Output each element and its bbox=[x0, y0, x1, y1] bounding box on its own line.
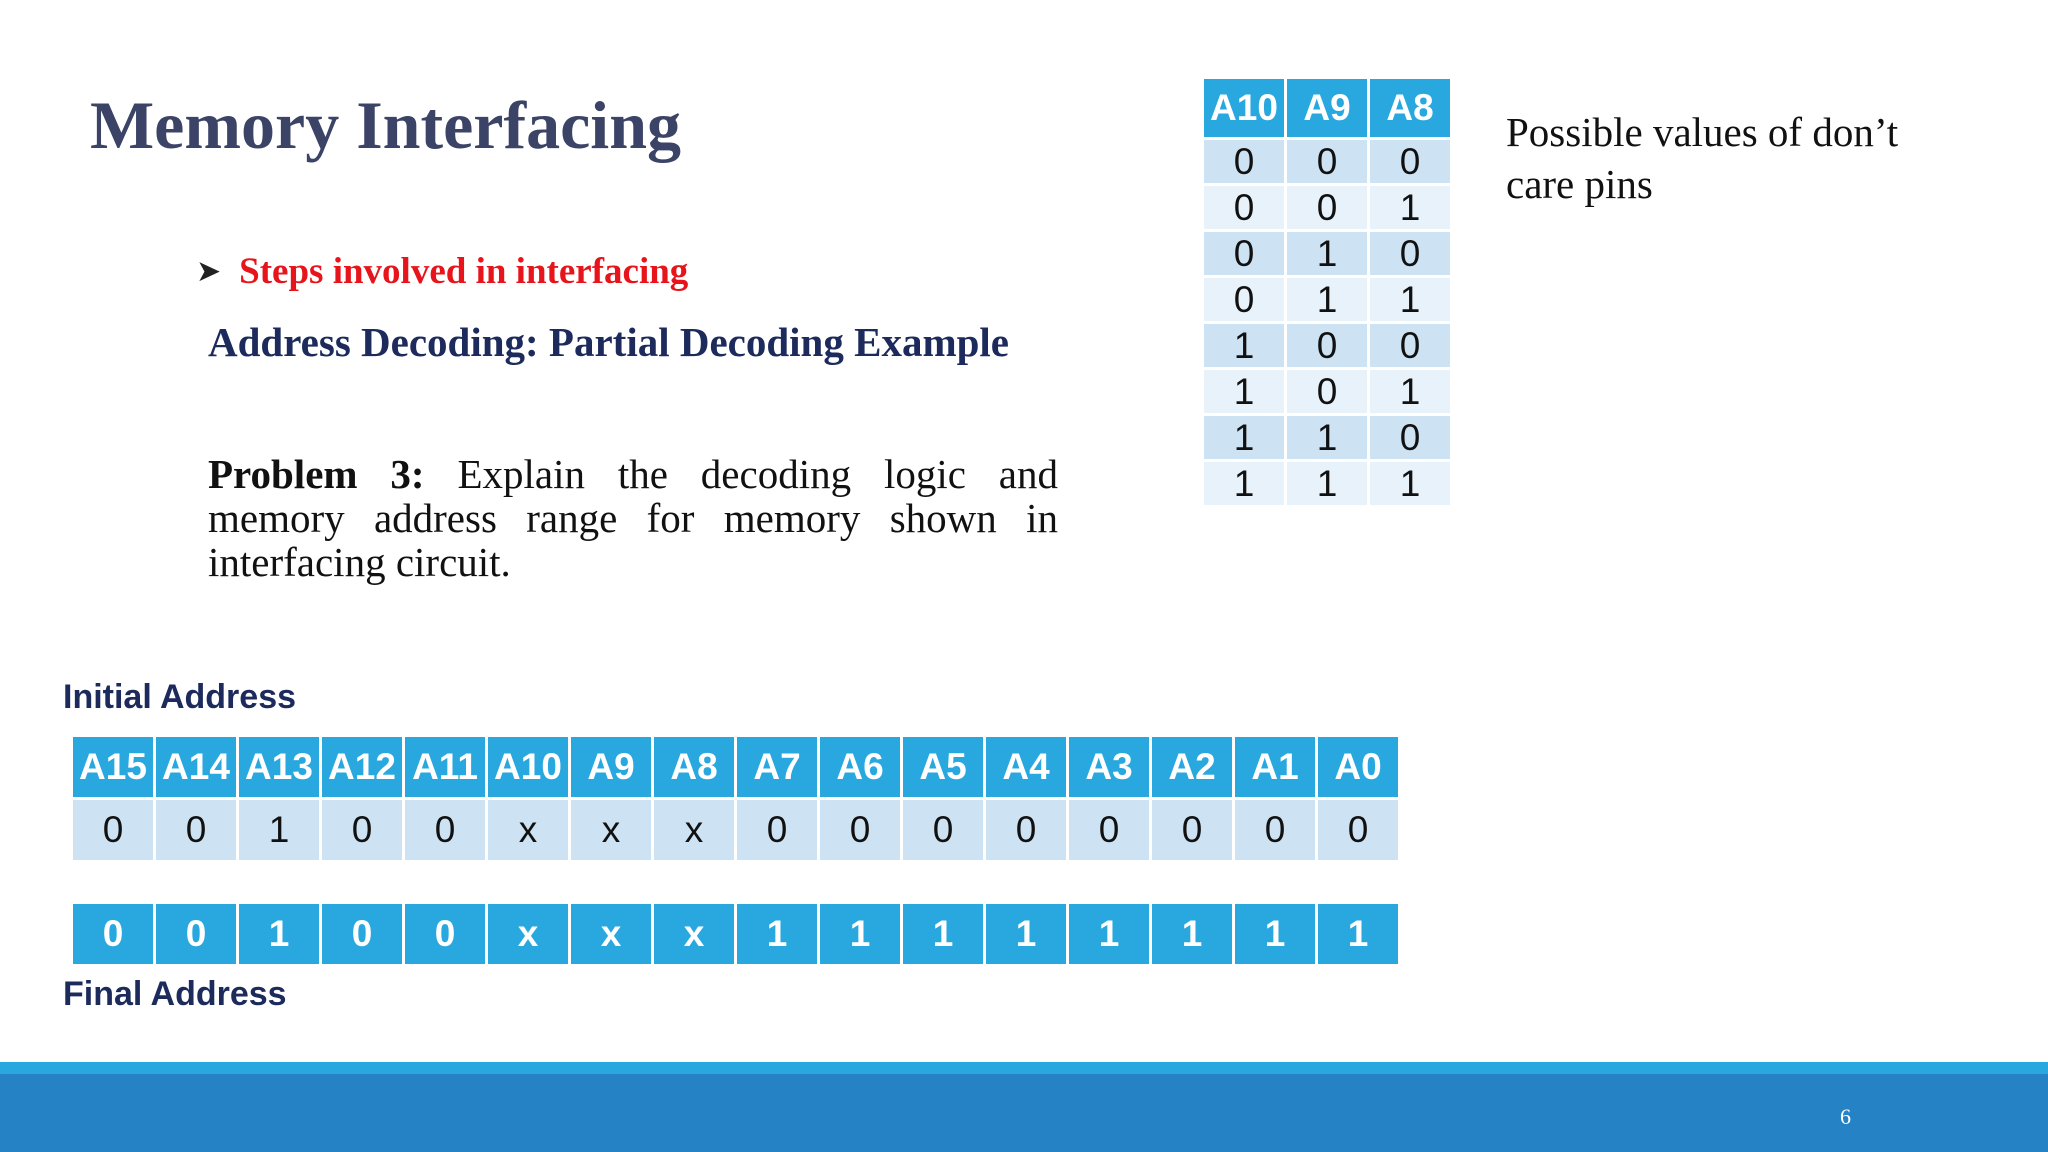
address-bit-cell: 0 bbox=[985, 799, 1068, 862]
address-bit-cell: 0 bbox=[155, 799, 238, 862]
address-bit-cell: 0 bbox=[404, 903, 487, 966]
table-row bbox=[1203, 139, 1452, 185]
address-bit-cell: 0 bbox=[321, 903, 404, 966]
table-row bbox=[1203, 369, 1452, 415]
address-bit-header: A4 bbox=[985, 736, 1068, 799]
address-bit-header: A15 bbox=[72, 736, 155, 799]
address-bit-header: A10 bbox=[487, 736, 570, 799]
table-cell: 0 bbox=[1286, 323, 1369, 369]
address-bit-header: A14 bbox=[155, 736, 238, 799]
bullet-item bbox=[196, 250, 688, 293]
dont-care-table bbox=[1201, 76, 1453, 508]
table-row bbox=[72, 903, 1400, 966]
table-cell: 0 bbox=[1369, 139, 1452, 185]
address-bit-cell: 1 bbox=[238, 903, 321, 966]
table-cell: 1 bbox=[1203, 323, 1286, 369]
address-bit-header: A6 bbox=[819, 736, 902, 799]
table-cell: 0 bbox=[1369, 323, 1452, 369]
table-row bbox=[1203, 415, 1452, 461]
slide-title: Memory Interfacing bbox=[90, 87, 682, 163]
address-bit-header: A1 bbox=[1234, 736, 1317, 799]
table-cell: 0 bbox=[1369, 231, 1452, 277]
table-cell: 0 bbox=[1203, 231, 1286, 277]
table-row bbox=[1203, 185, 1452, 231]
address-bit-cell: 0 bbox=[1151, 799, 1234, 862]
table-row bbox=[1203, 277, 1452, 323]
dont-care-note: Possible values of don’t care pins bbox=[1506, 109, 1899, 207]
page-number: 6 bbox=[1840, 1104, 1851, 1129]
address-bit-cell: 0 bbox=[72, 799, 155, 862]
table-row bbox=[1203, 461, 1452, 507]
table-row bbox=[1203, 231, 1452, 277]
table-cell: 1 bbox=[1203, 369, 1286, 415]
table-cell: 1 bbox=[1286, 277, 1369, 323]
dont-care-header: A8 bbox=[1369, 78, 1452, 139]
address-bit-cell: 0 bbox=[404, 799, 487, 862]
address-bit-header: A3 bbox=[1068, 736, 1151, 799]
address-bit-cell: x bbox=[653, 903, 736, 966]
table-cell: 1 bbox=[1203, 461, 1286, 507]
address-bit-cell: 1 bbox=[1234, 903, 1317, 966]
table-cell: 1 bbox=[1369, 369, 1452, 415]
address-bit-cell: x bbox=[487, 799, 570, 862]
final-address-table bbox=[70, 901, 1401, 967]
table-cell: 0 bbox=[1203, 185, 1286, 231]
table-cell: 1 bbox=[1203, 415, 1286, 461]
table-cell: 1 bbox=[1369, 277, 1452, 323]
address-bit-cell: 0 bbox=[736, 799, 819, 862]
initial-address-label: Initial Address bbox=[63, 678, 297, 716]
table-cell: 1 bbox=[1369, 185, 1452, 231]
address-bit-cell: 1 bbox=[736, 903, 819, 966]
address-bit-header: A5 bbox=[902, 736, 985, 799]
address-bit-header: A12 bbox=[321, 736, 404, 799]
final-address-label: Final Address bbox=[63, 975, 287, 1013]
address-bit-cell: 1 bbox=[1317, 903, 1400, 966]
address-bit-cell: 0 bbox=[902, 799, 985, 862]
table-cell: 0 bbox=[1369, 415, 1452, 461]
address-bit-cell: 1 bbox=[1151, 903, 1234, 966]
table-cell: 1 bbox=[1369, 461, 1452, 507]
problem-statement bbox=[208, 452, 1058, 584]
address-bit-cell: x bbox=[653, 799, 736, 862]
problem-label: Problem 3: bbox=[208, 451, 425, 497]
address-bit-cell: 1 bbox=[1068, 903, 1151, 966]
address-bit-cell: 0 bbox=[1068, 799, 1151, 862]
address-bit-header: A0 bbox=[1317, 736, 1400, 799]
address-bit-cell: 0 bbox=[1317, 799, 1400, 862]
dont-care-header-row bbox=[1203, 78, 1452, 139]
address-bit-header: A13 bbox=[238, 736, 321, 799]
address-bit-header: A11 bbox=[404, 736, 487, 799]
address-bit-cell: 0 bbox=[1234, 799, 1317, 862]
address-header-row bbox=[72, 736, 1400, 799]
address-bit-cell: 0 bbox=[155, 903, 238, 966]
slide-subtitle: Address Decoding: Partial Decoding Example bbox=[208, 319, 1010, 365]
address-bit-cell: 0 bbox=[72, 903, 155, 966]
address-bit-cell: 1 bbox=[985, 903, 1068, 966]
bullet-text: Steps involved in interfacing bbox=[239, 251, 689, 292]
table-row bbox=[72, 799, 1400, 862]
table-cell: 0 bbox=[1203, 139, 1286, 185]
problem-text: Explain the decoding logic and memory address range for memory shown in interfacing circuit. bbox=[208, 451, 1059, 585]
address-bit-header: A7 bbox=[736, 736, 819, 799]
address-bit-cell: x bbox=[570, 903, 653, 966]
address-bit-cell: x bbox=[570, 799, 653, 862]
footer-stripe bbox=[0, 1062, 2048, 1074]
address-bit-cell: 1 bbox=[819, 903, 902, 966]
address-bit-header: A2 bbox=[1151, 736, 1234, 799]
address-bit-cell: 0 bbox=[819, 799, 902, 862]
initial-address-table bbox=[70, 734, 1401, 863]
address-bit-header: A9 bbox=[570, 736, 653, 799]
table-cell: 0 bbox=[1286, 369, 1369, 415]
address-bit-cell: 1 bbox=[902, 903, 985, 966]
table-cell: 1 bbox=[1286, 461, 1369, 507]
table-cell: 0 bbox=[1286, 185, 1369, 231]
footer-bar bbox=[0, 1074, 2048, 1152]
table-row bbox=[1203, 323, 1452, 369]
address-bit-cell: x bbox=[487, 903, 570, 966]
dont-care-header: A9 bbox=[1286, 78, 1369, 139]
dont-care-header: A10 bbox=[1203, 78, 1286, 139]
address-bit-cell: 0 bbox=[321, 799, 404, 862]
address-bit-header: A8 bbox=[653, 736, 736, 799]
address-bit-cell: 1 bbox=[238, 799, 321, 862]
table-cell: 1 bbox=[1286, 415, 1369, 461]
table-cell: 0 bbox=[1286, 139, 1369, 185]
arrow-bullet-icon: ➤ bbox=[196, 254, 222, 288]
table-cell: 0 bbox=[1203, 277, 1286, 323]
table-cell: 1 bbox=[1286, 231, 1369, 277]
